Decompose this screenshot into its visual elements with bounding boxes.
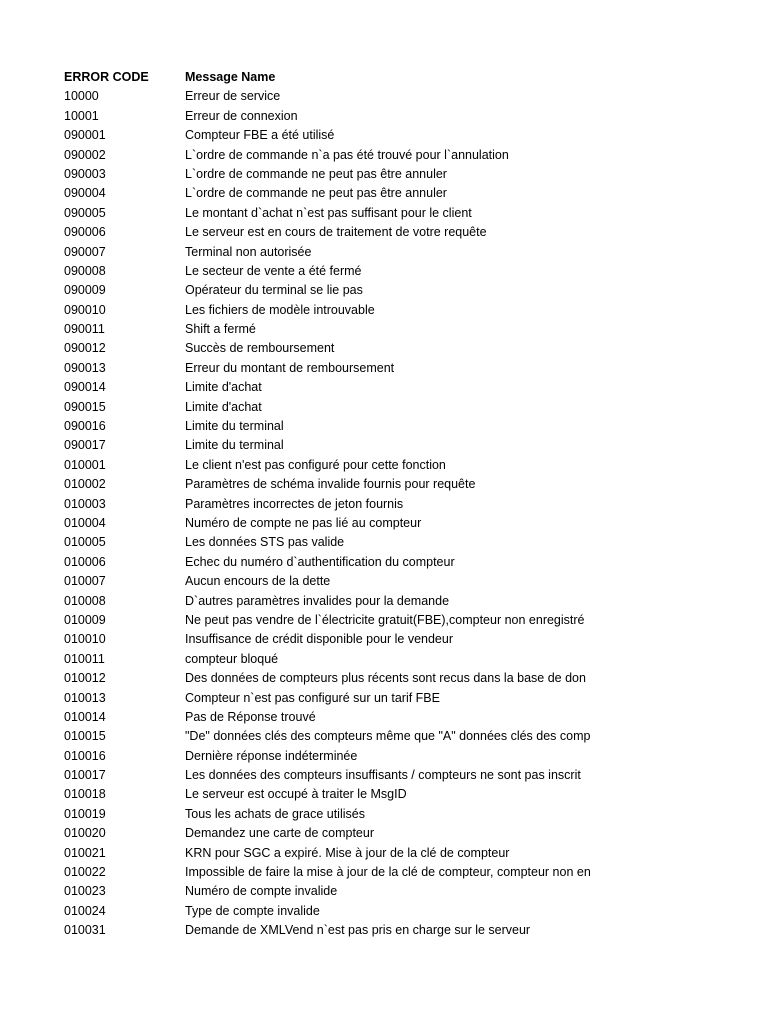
error-code-cell: 090008 [64, 263, 106, 278]
table-row [64, 417, 592, 436]
message-name-cell: Terminal non autorisée [185, 244, 312, 259]
table-row [64, 165, 592, 184]
error-code-cell: 010001 [64, 457, 106, 472]
table-row [64, 262, 592, 281]
table-row [64, 495, 592, 514]
message-name-cell: Demande de XMLVend n`est pas pris en charge sur le serveur [185, 923, 531, 938]
message-name-cell: Ne peut pas vendre de l`électricite gratuit(FBE),compteur non enregistré [185, 612, 585, 627]
message-name-cell: Opérateur du terminal se lie pas [185, 283, 363, 298]
error-code-cell: 010017 [64, 768, 106, 783]
message-name-cell: Tous les achats de grace utilisés [185, 806, 365, 821]
error-code-cell: 090001 [64, 128, 106, 143]
message-name-cell: KRN pour SGC a expiré. Mise à jour de la clé de compteur [185, 845, 510, 860]
message-name-cell: Le serveur est occupé à traiter le MsgID [185, 787, 407, 802]
error-code-cell: 010024 [64, 903, 106, 918]
error-code-cell: 010011 [64, 651, 105, 666]
table-row [64, 844, 592, 863]
error-code-cell: 090011 [64, 322, 105, 337]
table-row [64, 572, 592, 591]
error-code-cell: 010003 [64, 496, 106, 511]
error-code-cell: 010018 [64, 787, 106, 802]
error-code-table [64, 68, 592, 941]
column-header-error-code: ERROR CODE [64, 70, 149, 84]
message-name-cell: Echec du numéro d`authentification du compteur [185, 554, 455, 569]
error-code-cell: 090006 [64, 225, 106, 240]
table-row [64, 592, 592, 611]
error-code-cell: 090016 [64, 419, 106, 434]
table-row [64, 339, 592, 358]
message-name-cell: Compteur FBE a été utilisé [185, 128, 335, 143]
column-header-message-name: Message Name [185, 70, 276, 84]
error-code-cell: 090007 [64, 244, 106, 259]
table-row [64, 863, 592, 882]
message-name-cell: Erreur du montant de remboursement [185, 360, 395, 375]
message-name-cell: Le serveur est en cours de traitement de votre requête [185, 225, 487, 240]
message-name-cell: Les fichiers de modèle introuvable [185, 302, 375, 317]
table-row [64, 689, 592, 708]
error-code-cell: 010002 [64, 477, 106, 492]
table-row [64, 243, 592, 262]
table-row [64, 727, 592, 746]
table-row [64, 475, 592, 494]
message-name-cell: Shift a fermé [185, 322, 256, 337]
message-name-cell: Limite d'achat [185, 380, 262, 395]
message-name-cell: Des données de compteurs plus récents sont recus dans la base de don [185, 671, 586, 686]
message-name-cell: Succès de remboursement [185, 341, 335, 356]
table-row [64, 902, 592, 921]
error-code-cell: 010031 [64, 923, 106, 938]
error-code-cell: 010004 [64, 515, 106, 530]
error-code-cell: 010015 [64, 729, 106, 744]
table-row [64, 456, 592, 475]
error-code-cell: 010005 [64, 535, 106, 550]
table-row [64, 126, 592, 145]
error-code-cell: 090003 [64, 166, 106, 181]
table-header-row [64, 68, 592, 87]
error-code-cell: 010006 [64, 554, 106, 569]
table-row [64, 708, 592, 727]
message-name-cell: Limite du terminal [185, 419, 284, 434]
error-code-cell: 010007 [64, 574, 106, 589]
message-name-cell: Paramètres de schéma invalide fournis pour requête [185, 477, 476, 492]
message-name-cell: Erreur de connexion [185, 108, 298, 123]
message-name-cell: Demandez une carte de compteur [185, 826, 374, 841]
error-code-cell: 090017 [64, 438, 106, 453]
message-name-cell: Compteur n`est pas configuré sur un tarif FBE [185, 690, 440, 705]
table-row [64, 320, 592, 339]
error-code-cell: 090012 [64, 341, 106, 356]
table-row [64, 533, 592, 552]
table-row [64, 398, 592, 417]
error-code-cell: 010023 [64, 884, 106, 899]
table-body [64, 87, 592, 940]
table-row [64, 204, 592, 223]
table-row [64, 223, 592, 242]
table-row [64, 146, 592, 165]
error-code-cell: 010014 [64, 709, 106, 724]
error-code-cell: 010022 [64, 865, 106, 880]
message-name-cell: Le client n'est pas configuré pour cette fonction [185, 457, 446, 472]
message-name-cell: Le secteur de vente a été fermé [185, 263, 362, 278]
table-row [64, 669, 592, 688]
error-code-cell: 090014 [64, 380, 106, 395]
table-row [64, 359, 592, 378]
message-name-cell: Type de compte invalide [185, 903, 320, 918]
table-row [64, 378, 592, 397]
table-row [64, 553, 592, 572]
error-code-cell: 10001 [64, 108, 99, 123]
error-code-cell: 090005 [64, 205, 106, 220]
table-row [64, 281, 592, 300]
message-name-cell: Insuffisance de crédit disponible pour le vendeur [185, 632, 453, 647]
message-name-cell: Dernière réponse indéterminée [185, 748, 358, 763]
message-name-cell: D`autres paramètres invalides pour la demande [185, 593, 450, 608]
message-name-cell: Paramètres incorrectes de jeton fournis [185, 496, 404, 511]
error-code-cell: 010019 [64, 806, 106, 821]
table-row [64, 611, 592, 630]
message-name-cell: Les données des compteurs insuffisants / compteurs ne sont pas inscrit [185, 768, 581, 783]
table-row [64, 184, 592, 203]
table-row [64, 824, 592, 843]
error-code-cell: 010021 [64, 845, 106, 860]
table-row [64, 882, 592, 901]
message-name-cell: Le montant d`achat n`est pas suffisant pour le client [185, 205, 472, 220]
table-row [64, 301, 592, 320]
error-code-cell: 10000 [64, 89, 99, 104]
error-code-cell: 010009 [64, 612, 106, 627]
table-row [64, 805, 592, 824]
error-code-cell: 010012 [64, 671, 106, 686]
message-name-cell: Pas de Réponse trouvé [185, 709, 316, 724]
table-row [64, 630, 592, 649]
message-name-cell: Limite du terminal [185, 438, 284, 453]
message-name-cell: L`ordre de commande ne peut pas être annuler [185, 186, 447, 201]
error-code-cell: 090004 [64, 186, 106, 201]
table-row [64, 921, 592, 940]
table-row [64, 514, 592, 533]
message-name-cell: Numéro de compte invalide [185, 884, 338, 899]
error-code-cell: 090009 [64, 283, 106, 298]
error-code-cell: 090013 [64, 360, 106, 375]
message-name-cell: L`ordre de commande n`a pas été trouvé pour l`annulation [185, 147, 509, 162]
message-name-cell: Aucun encours de la dette [185, 574, 331, 589]
error-code-cell: 010016 [64, 748, 106, 763]
message-name-cell: Les données STS pas valide [185, 535, 345, 550]
error-code-cell: 090010 [64, 302, 106, 317]
message-name-cell: compteur bloqué [185, 651, 279, 666]
table-row [64, 107, 592, 126]
table-row [64, 650, 592, 669]
error-code-cell: 010013 [64, 690, 106, 705]
error-code-cell: 090015 [64, 399, 106, 414]
error-code-cell: 010010 [64, 632, 106, 647]
table-row [64, 87, 592, 106]
error-code-cell: 090002 [64, 147, 106, 162]
error-code-cell: 010008 [64, 593, 106, 608]
message-name-cell: Impossible de faire la mise à jour de la clé de compteur, compteur non en [185, 865, 591, 880]
table-row [64, 785, 592, 804]
message-name-cell: L`ordre de commande ne peut pas être annuler [185, 166, 447, 181]
table-row [64, 766, 592, 785]
table-row [64, 747, 592, 766]
table-row [64, 436, 592, 455]
message-name-cell: Limite d'achat [185, 399, 262, 414]
message-name-cell: "De" données clés des compteurs même que "A" données clés des comp [185, 729, 591, 744]
message-name-cell: Erreur de service [185, 89, 281, 104]
error-code-cell: 010020 [64, 826, 106, 841]
message-name-cell: Numéro de compte ne pas lié au compteur [185, 515, 422, 530]
